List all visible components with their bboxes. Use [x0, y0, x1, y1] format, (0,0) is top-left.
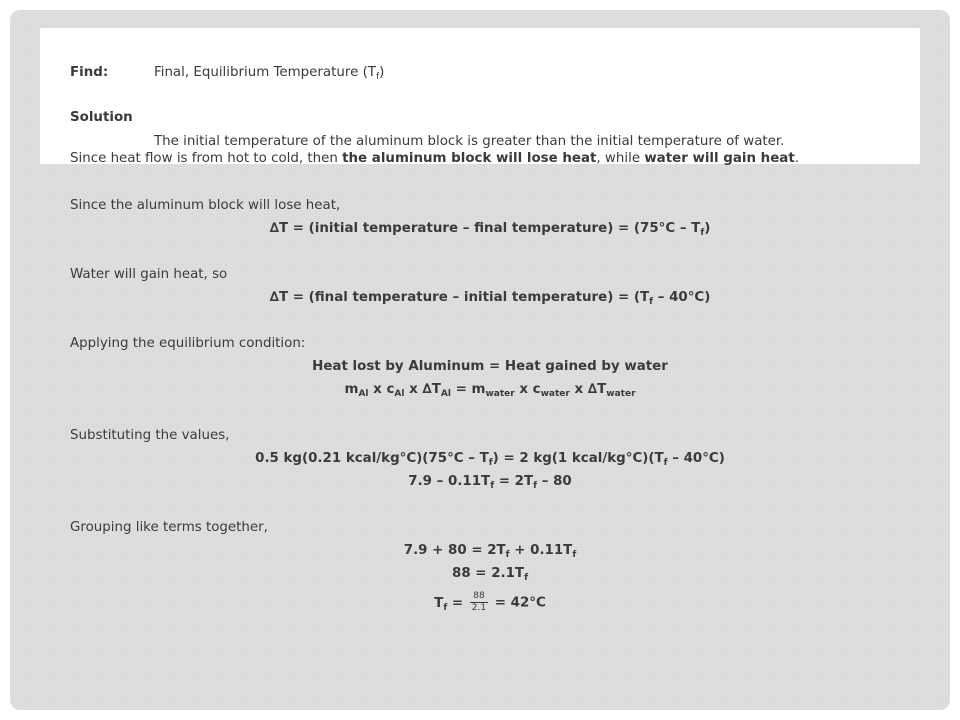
lose-heat-equation: ∆T = (initial temperature – final temperature) = $(75^\circ C - T_f)$: [269, 221, 711, 238]
equilibrium-text: Applying the equilibrium condition:: [70, 336, 306, 351]
find-text: Final, Equilibrium Temperature $(T_f)$: [154, 65, 385, 82]
substitute-text: Substituting the values,: [70, 428, 230, 443]
equilibrium-equation-2: $m_{Al}$ x $c_{Al}$ x $\Delta T_{Al} = m_{water}$ x $c_{water}$ x $\Delta T_{water}$: [344, 382, 636, 399]
lose-heat-text: Since the aluminum block will lose heat,: [70, 198, 341, 213]
gain-heat-text: Water will gain heat, so: [70, 267, 228, 282]
solution-heading: Solution: [70, 110, 133, 125]
solution-line-1: The initial temperature of the aluminum block is greater than the initial temperature of water.: [154, 134, 785, 149]
substitute-equation-2: $7.9 - 0.11T_f = 2T_f - 80$: [408, 474, 572, 491]
find-label: Find:: [70, 65, 109, 80]
equilibrium-equation-1: Heat lost by Aluminum = Heat gained by water: [312, 359, 668, 374]
group-equation-2: $88 = 2.1T_f$: [452, 566, 528, 583]
solution-line-2: Since heat flow is from hot to cold, then the aluminum block will lose heat, while water will gain heat.: [70, 151, 799, 166]
substitute-equation-1: 0.5 kg(0.21 kcal/kg°C)(75°C – $T_f) = 2$ kg(1 kcal/$kg^\circ C)(T_f - 40^\circ C)$: [255, 451, 725, 468]
gain-heat-equation: ∆T = (final temperature – initial temperature) = $(T_f - 40^\circ C)$: [269, 290, 711, 307]
group-text: Grouping like terms together,: [70, 520, 268, 535]
group-equation-1: $7.9 + 80 = 2T_f + 0.11T_f$: [403, 543, 577, 560]
result-fraction: $\frac{88}{2.1}$: [471, 591, 487, 613]
result-equation: $T_f$ = $\frac{88}{2.1}$ = 42°C: [434, 591, 546, 613]
find-line: [70, 65, 385, 82]
